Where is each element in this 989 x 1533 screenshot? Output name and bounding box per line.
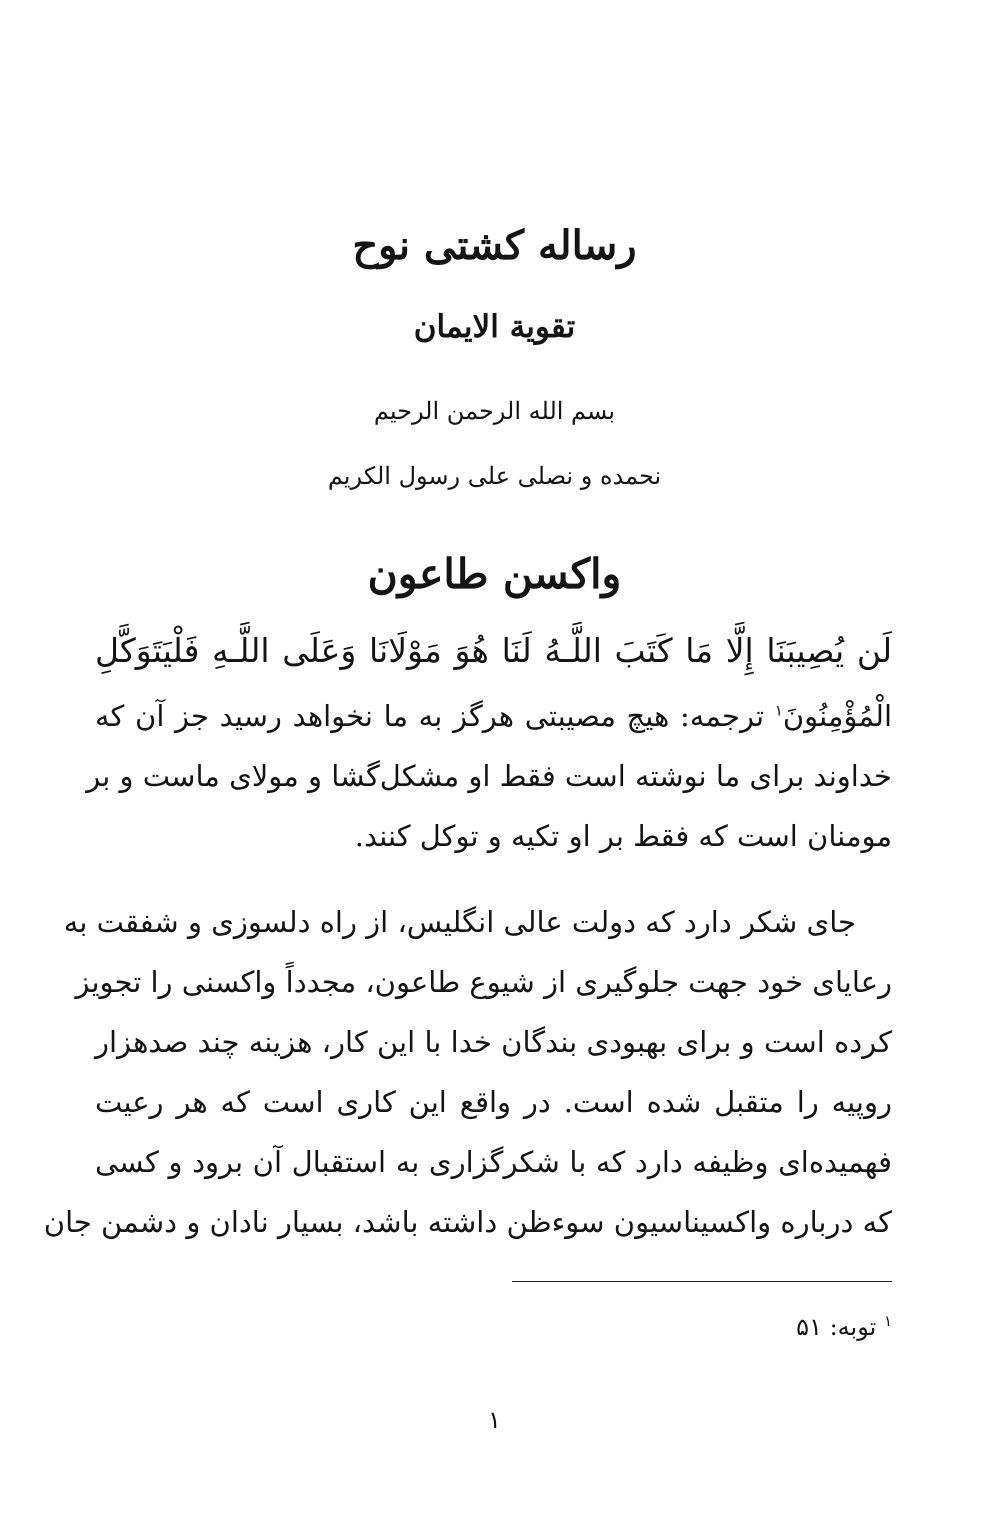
paragraph-line: جای شکر دارد که دولت عالی انگليس، از راه دلسوزی و شفقت به (63, 905, 856, 939)
quran-verse (95, 618, 892, 684)
paragraph-translation (86, 686, 893, 866)
paragraph-line: که درباره واکسيناسيون سوءظن داشته باشد، بسيار نادان و دشمن جان (43, 1205, 892, 1239)
paragraph-line: فهميده‌ای وظيفه دارد که با شکرگزاری به استقبال آن برود و کسی (95, 1145, 892, 1179)
book-subtitle: تقوية الايمان (413, 309, 576, 345)
paragraph-line: مومنان است که فقط بر او تکيه و توکل کنند. (354, 819, 892, 853)
paragraph-line: روپيه را متقبل شده است. در واقع اين کاری است که هر رعيت (95, 1085, 892, 1119)
footnote-number: ۱ (883, 1312, 892, 1330)
paragraph-line: کرده است و برای بهبودی بندگان خدا با اين کار، هزينه چند صدهزار (95, 1025, 892, 1059)
paragraph-line (95, 686, 892, 746)
quran-verse-line: لَن يُصِيبَنَا إِلَّا مَا كَتَبَ اللَّـهُ لَنَا هُوَ مَوْلَانَا وَعَلَى اللَّـهِ فَلْيَتَوَكَّلِ (95, 631, 892, 670)
basmala: بسم الله الرحمن الرحيم (373, 397, 616, 425)
paragraph-vaccine (43, 892, 892, 1252)
salutation: نحمده و نصلی علی رسول الکريم (327, 462, 662, 490)
footnote-divider (512, 1281, 892, 1282)
footnote (796, 1313, 892, 1341)
verse-end-word: الْمُؤْمِنُونَ (782, 699, 893, 733)
section-heading: واکسن طاعون (367, 550, 622, 598)
footnote-text: توبه: ۵۱ (796, 1313, 877, 1341)
book-title: رساله کشتی نوح (352, 222, 637, 269)
paragraph-line: رعايای خود جهت جلوگيری از شيوع طاعون، مجدداً واکسنی را تجويز (75, 965, 892, 999)
paragraph-line: خداوند برای ما نوشته است فقط او مشکل‌گشا و مولای ماست و بر (86, 759, 892, 793)
translation-text: ترجمه: هيچ مصيبتی هرگز به ما نخواهد رسيد جز آن که (95, 699, 765, 733)
page-number: ۱ (488, 1406, 501, 1434)
footnote-marker: ۱ (774, 701, 783, 720)
